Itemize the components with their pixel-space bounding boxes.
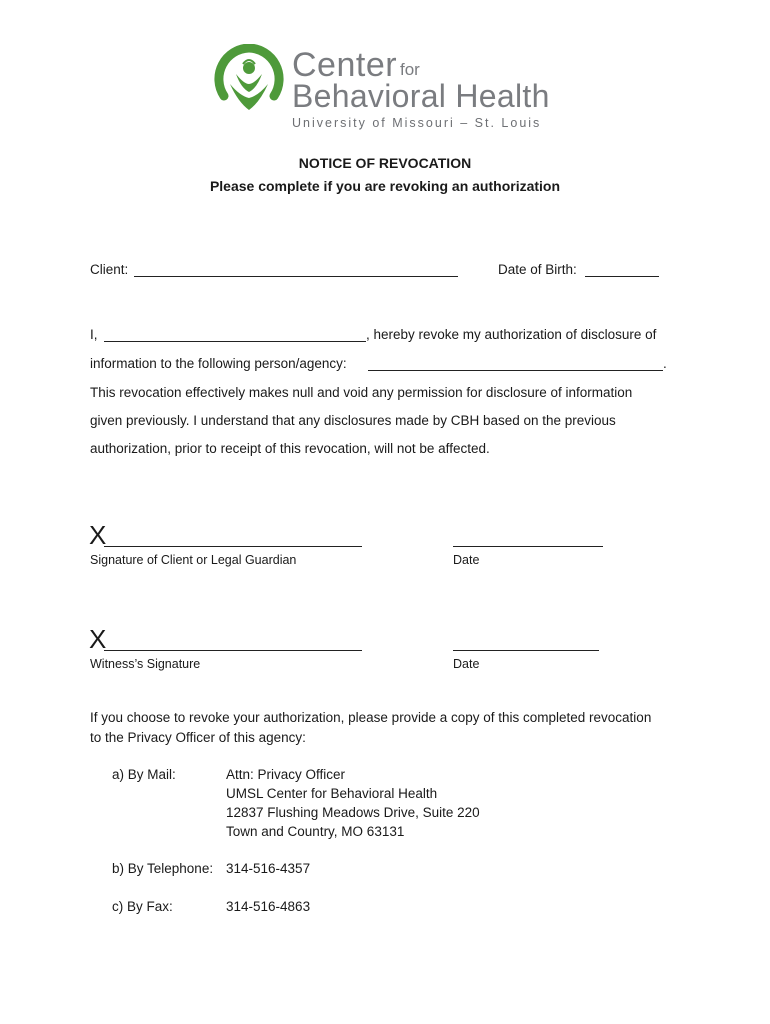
statement-line4: given previously. I understand that any disclosures made by CBH based on the previous [90,413,616,428]
witness-date-caption: Date [453,657,480,671]
witness-date-field[interactable] [453,650,599,651]
mail-label: a) By Mail: [112,767,176,782]
logo-center-text: Center [292,46,398,84]
dob-field[interactable] [585,276,659,277]
logo-for-text: for [400,60,420,79]
phone-number: 314-516-4357 [226,861,311,876]
client-signature-x-mark: X [89,520,107,550]
client-signature-field[interactable] [104,546,362,547]
logo-university-text: University of Missouri – St. Louis [292,116,542,130]
client-date-caption: Date [453,553,480,567]
revoke-text: , hereby revoke my authorization of disclosure of [366,327,657,342]
statement-line5: authorization, prior to receipt of this revocation, will not be affected. [90,441,490,456]
page-subtitle: Please complete if you are revoking an authorization [209,178,561,194]
info-text: information to the following person/agency: [90,356,347,371]
mail-address-line: 12837 Flushing Meadows Drive, Suite 220 [226,805,480,820]
client-date-field[interactable] [453,546,603,547]
fax-label: c) By Fax: [112,899,173,914]
phone-label: b) By Telephone: [112,861,214,876]
client-label: Client: [90,262,129,277]
logo-behavioral-health-text: Behavioral Health [292,78,550,114]
witness-signature-field[interactable] [104,650,362,651]
dob-label: Date of Birth: [498,262,577,277]
instructions-line1: If you choose to revoke your authorization, please provide a copy of this completed revocation [90,710,652,725]
statement-line3: This revocation effectively makes null and void any permission for disclosure of information [90,385,633,400]
mail-address-line: Attn: Privacy Officer [226,767,346,782]
period: . [663,356,667,371]
witness-signature-caption: Witness’s Signature [90,657,201,671]
witness-signature-x-mark: X [89,624,107,654]
client-signature-caption: Signature of Client or Legal Guardian [90,553,297,567]
fax-number: 314-516-4863 [226,899,311,914]
name-field[interactable] [104,341,366,342]
client-field[interactable] [134,276,458,277]
mail-address-line: UMSL Center for Behavioral Health [226,786,438,801]
instructions-line2: to the Privacy Officer of this agency: [90,730,306,745]
page-title: NOTICE OF REVOCATION [298,155,472,171]
agency-field[interactable] [368,370,663,371]
i-prefix: I, [90,327,98,342]
cbh-logo-icon [214,44,284,114]
mail-address-line: Town and Country, MO 63131 [226,824,405,839]
